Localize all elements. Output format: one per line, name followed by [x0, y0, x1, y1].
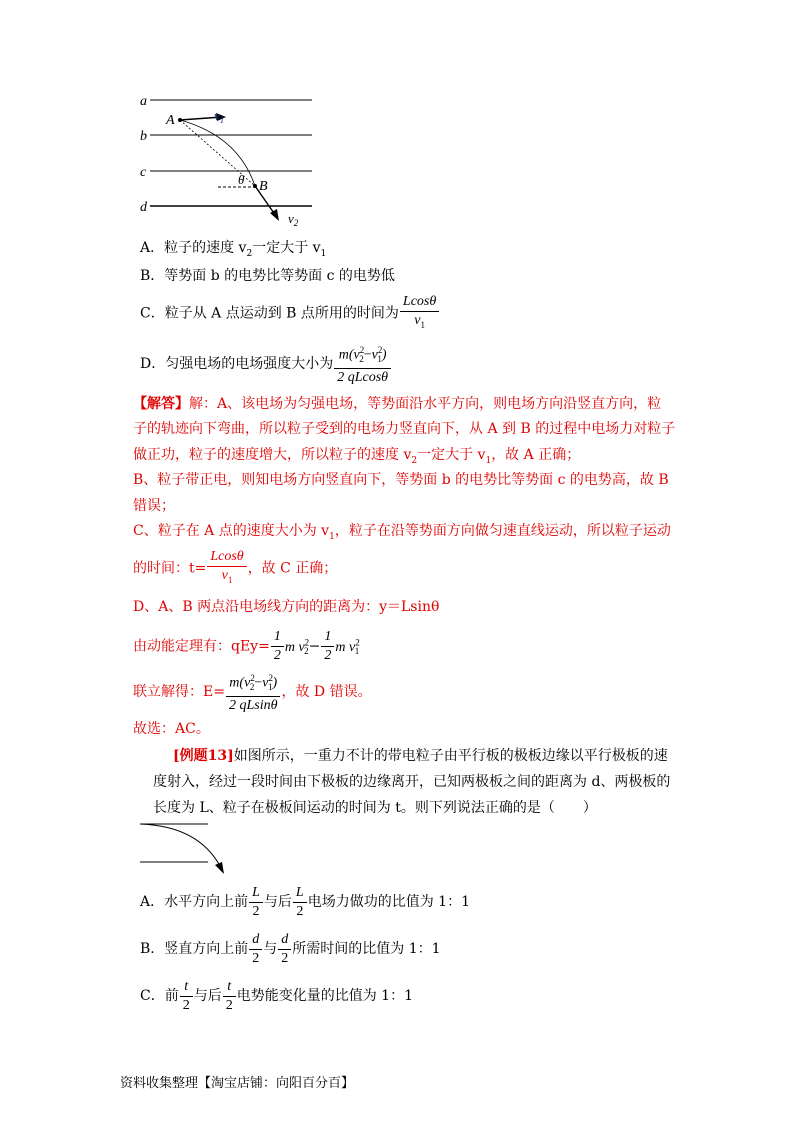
label-a: a [140, 94, 147, 109]
option-1B: B．等势面 b 的电势比等势面 c 的电势低 [140, 268, 395, 284]
answer-line-7: 的时间：t= $\frac{Lcos\theta}{v_1}$ ，故 C 正确； [133, 549, 338, 585]
answer-line-10: 联立解得：E= $\frac{m(v^2_2-v^2_1)}{2 qLsin\theta}$ ，故 D 错误。 [133, 669, 372, 715]
svg-text:v1 [214, 108, 224, 125]
label-v2: v [288, 211, 294, 226]
option-1D: D．匀强电场的电场强度大小为 $\frac{m(v^2_2-v^2_1)}{2 qLcos\theta}$ [140, 341, 392, 387]
option-1A: A．粒子的速度 $v_2$一定大于 $v_1$ [140, 240, 327, 259]
option-2C: C．前 $\frac{t}{2}$ 与后 $\frac{t}{2}$ 电势能变化量的比值为 1：1 [140, 978, 413, 1013]
parallel-plates-figure [138, 820, 238, 880]
label-b: b [140, 129, 147, 144]
option-2A: A．水平方向上前 $\frac{L}{2}$ 与后 $\frac{L}{2}$ 电场力做功的比值为 1：1 [140, 884, 470, 919]
answer-line-5: 错误； [133, 498, 175, 514]
answer-line-3: 做正功，粒子的速度增大，所以粒子的速度 $v_2$一定大于 $v_1$，故 A 正确； [133, 447, 581, 466]
answer-line-8: D、A、B 两点沿电场线方向的距离为：y＝Lsinθ [133, 599, 440, 615]
label-point-B: B [259, 179, 268, 194]
option-1C: C．粒子从 A 点运动到 B 点所用的时间为 $\frac{Lcos\theta}{v_1}$ [140, 293, 440, 334]
answer-line-11: 故选：AC。 [133, 721, 210, 737]
example13-line-1: [例题13]如图所示，一重力不计的带电粒子由平行板的极板边缘以平行极板的速 [173, 748, 668, 764]
label-v1: v [214, 108, 220, 123]
label-theta: θ [238, 172, 245, 187]
answer-line-6: C、粒子在 A 点的速度大小为 $v_1$，粒子在沿等势面方向做匀速直线运动，所以粒子运动 [133, 523, 671, 542]
svg-text:v2 [288, 211, 299, 228]
answer-line-9: 由动能定理有：qEy= $\frac{1}{2}$ m $v^2_2-$ $\frac{1}{2}$ m $v^2_1$ [133, 629, 360, 664]
example13-line-2: 度射入，经过一段时间由下极板的边缘离开，已知两极板之间的距离为 d、两极板的 [153, 774, 671, 790]
option-2B: B．竖直方向上前 $\frac{d}{2}$ 与 $\frac{d}{2}$ 所需时间的比值为 1：1 [140, 931, 441, 966]
answer-line-1: 【解答】解：A、该电场为匀强电场，等势面沿水平方向，则电场方向沿竖直方向，粒 [133, 396, 662, 412]
label-d: d [140, 200, 147, 215]
equipotential-figure [130, 88, 330, 238]
label-c: c [140, 165, 147, 180]
label-point-A: A [166, 113, 175, 128]
example13-line-3: 长度为 L、粒子在极板间运动的时间为 t。则下列说法正确的是（ ） [153, 800, 597, 816]
label-v1-sub: 1 [219, 115, 225, 125]
answer-line-4: B、粒子带正电，则知电场方向竖直向下，等势面 b 的电势比等势面 c 的电势高，故 B [133, 472, 669, 488]
label-v2-sub: 2 [293, 218, 299, 228]
answer-line-2: 子的轨迹向下弯曲，所以粒子受到的电场力竖直向下，从 A 到 B 的过程中电场力对粒子 [133, 421, 676, 437]
page-footer: 资料收集整理【淘宝店铺：向阳百分百】 [120, 1076, 355, 1091]
